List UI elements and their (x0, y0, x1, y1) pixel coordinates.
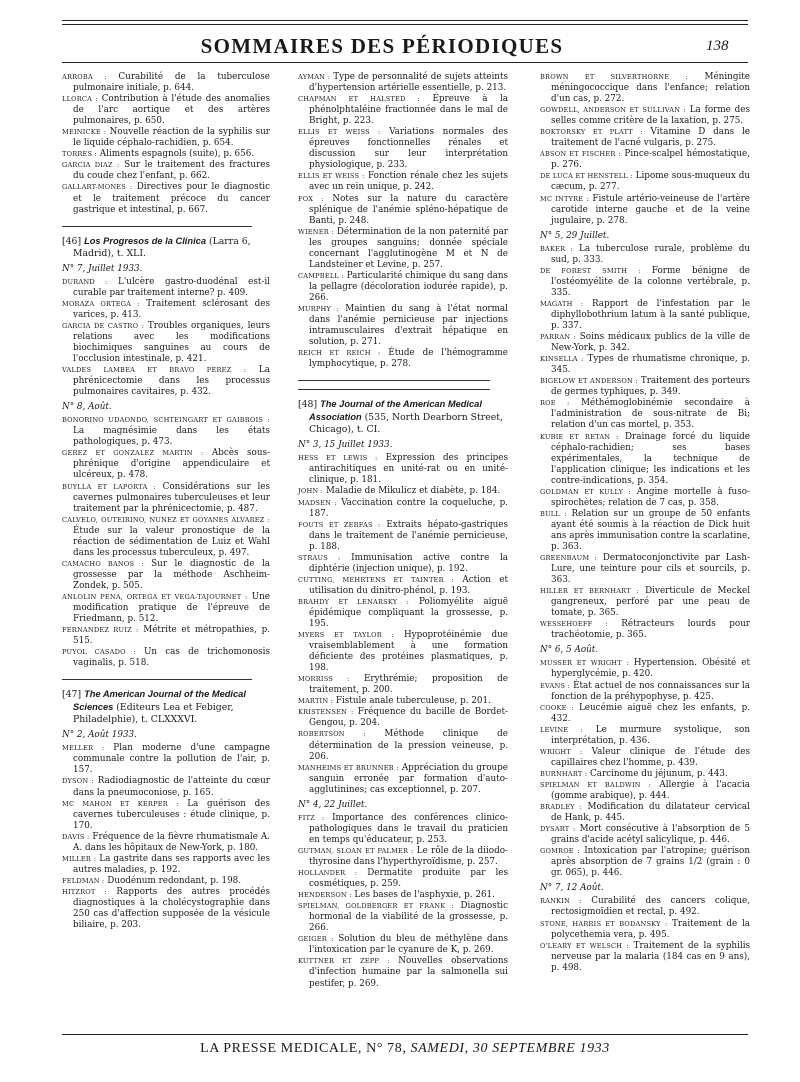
article-entry (298, 934, 508, 956)
article-title: Considérations sur les cavernes pulmonaires tuberculeuses et leur traitement par la phrénicectomie, p. 487. (73, 481, 270, 514)
article-entry (540, 194, 750, 227)
article-title: La phrénicectomie dans les processus pulmonaires cavitaires, p. 432. (73, 365, 270, 398)
journal-heading (298, 398, 508, 436)
article-authors: ARROBA : (62, 73, 107, 81)
article-title: Intoxication par l'atropine; guérison après absorption de 7 grains 1/2 (grain : 0 gr. 065), p. 446. (551, 846, 750, 879)
article-title: Leucémie aiguë chez les enfants, p. 432. (551, 702, 750, 724)
article-authors: O'LEARY ET WELSCH : (540, 941, 629, 950)
article-entry (62, 182, 270, 215)
article-entry (540, 244, 750, 266)
article-authors: STONE, HARRIS ET BODANSKY : (540, 919, 668, 928)
article-authors: LLORCA : (62, 95, 98, 104)
article-entry (540, 846, 750, 879)
article-authors: WRIGHT : (540, 747, 583, 756)
article-authors: AYMAN : (298, 73, 331, 81)
article-title: Le rôle de la diiodo-thyrosine dans l'hyperthyroïdisme, p. 257. (309, 845, 508, 867)
article-entry (298, 707, 508, 729)
footer-journal: LA PRESSE MEDICALE, N° 78, (200, 1041, 407, 1056)
article-title: Drainage forcé du liquide céphalo-rachidien; ses bases expérimentales, la technique de l'application clinique; les indications et les contre-indications, p. 354. (551, 431, 751, 486)
article-authors: VALDES LAMBEA ET BRAVO PÉREZ : (62, 366, 247, 375)
article-authors: MORAZA ORTEGA : (62, 299, 140, 308)
article-entry (298, 696, 508, 707)
article-authors: GALLART-MONES : (62, 183, 133, 192)
article-title: Diverticule de Meckel gangreneux, perforé par une peau de tomate, p. 365. (551, 586, 751, 619)
article-authors: MUSSER ET WRIGHT : (540, 659, 629, 668)
article-entry (298, 901, 508, 934)
article-authors: LEVINE : (540, 725, 584, 734)
section-divider (298, 380, 490, 381)
article-entry (62, 127, 270, 149)
article-title: Fréquence de la fièvre rhumatismale A. A. dans les hôpitaux de New-York, p. 180. (73, 831, 270, 853)
article-entry (298, 630, 508, 674)
issue-heading: N° 2, Août 1933. (62, 730, 137, 741)
article-authors: BUYLLA ET LAPORTA : (62, 482, 156, 491)
article-title: Type de personnalité de sujets atteints d'hypertension artérielle essentielle, p. 213. (309, 72, 509, 94)
top-rule-2 (62, 24, 748, 25)
article-authors: SPIELMAN, GOLDBERGER ET FRANK : (298, 902, 454, 911)
article-authors: FITZ : (298, 813, 325, 822)
article-authors: REICH ET REICH : (298, 349, 381, 358)
journal-number: [48] (298, 399, 318, 411)
article-title: La guérison des cavernes tuberculeuses : étude clinique, p. 170. (73, 798, 270, 831)
article-title: Importance des conférences clinico-pathologiques dans le travail du praticien en temps qu'éducateur, p. 253. (309, 812, 508, 845)
article-authors: CAMPBELL : (298, 271, 344, 280)
article-entry (540, 354, 750, 376)
article-entry (298, 127, 508, 171)
article-entry (298, 94, 508, 127)
article-title: Traitement de la syphilis nerveuse par la malaria (184 cas en 9 ans), p. 498. (551, 940, 751, 973)
article-title: Dermatite produite par les cosmétiques, p. 259. (309, 868, 508, 890)
article-entry (540, 824, 750, 846)
article-authors: BIGELOW ET ANDERSON : (540, 377, 638, 386)
article-authors: DAVIS : (62, 832, 90, 841)
article-entry (298, 271, 508, 304)
article-title: Rapport de l'infestation par le diphyllobothrium latum à la santé publique, p. 337. (551, 298, 751, 332)
article-authors: GARCIA DE CASTRO : (62, 321, 145, 330)
article-entry (298, 304, 508, 348)
article-title: Appréciation du groupe sanguin erronée par formation d'auto-agglutinines; cas exceptionnel, p. 207. (309, 762, 508, 795)
article-title: Radiodiagnostic de l'atteinte du cœur dans la pneumoconiose, p. 165. (73, 776, 271, 798)
article-entry (540, 171, 750, 193)
article-entry (540, 586, 750, 619)
article-title: Une modification pratique de l'épreuve de Friedmann, p. 512. (73, 591, 270, 625)
article-authors: MANHEIMS ET BRUNNER : (298, 763, 399, 772)
article-entry (540, 332, 750, 354)
page-title: SOMMAIRES DES PÉRIODIQUES (200, 34, 564, 58)
article-authors: DYSART : (540, 825, 576, 834)
article-authors: PARRAN : (540, 333, 576, 342)
article-authors: HITZROT : (62, 887, 107, 896)
article-title: Notes sur la nature du caractère splénique de l'anémie spléno-hépatique de Banti, p. 248. (309, 193, 508, 226)
article-entry (540, 105, 750, 127)
journal-number: [47] (62, 689, 82, 701)
journal-heading (62, 235, 270, 260)
article-title: Types de rhumatisme chronique, p. 345. (551, 354, 751, 376)
article-authors: MORRISS : (298, 675, 350, 684)
article-title: Étude sur la valeur pronostique de la réaction de sédimentation de Luiz et Wahl dans les processus tuberculeux, p. 497. (73, 525, 270, 558)
journal-heading (62, 688, 270, 726)
article-authors: WESSEHOEFF : (540, 620, 608, 629)
article-title: Maintien du sang à l'état normal dans l'anémie pernicieuse par injections intramusculaires d'extrait hépatique en solution, p. 271. (309, 303, 508, 348)
article-authors: KINSELLA : (540, 355, 584, 364)
page-footer (62, 1041, 748, 1057)
article-entry (62, 876, 270, 887)
article-title: La magnésimie dans les états pathologiques, p. 473. (73, 426, 270, 448)
article-authors: TORRES : (62, 150, 97, 159)
article-title: Vitamine D dans le traitement de l'acné vulgaris, p. 275. (551, 127, 751, 149)
article-title: Hypoprotéinémie due vraisemblablement à une formation déficiente des protéines plasmatiques, p. 198. (309, 630, 508, 674)
article-entry (62, 277, 270, 299)
article-title: Carcinome du jéjunum, p. 443. (590, 768, 728, 779)
article-entry (298, 453, 508, 486)
article-authors: FOX : (298, 194, 324, 203)
article-title: Traitement de la polycethemia vera, p. 495. (551, 918, 751, 940)
article-title: La tuberculose rurale, problème du sud, p. 333. (551, 243, 750, 265)
article-entry (62, 149, 270, 160)
article-title: Méthémoglobinémie secondaire à l'administration de sous-nitrate de Bi; relation d'un cas mortel, p. 353. (551, 398, 750, 431)
article-title: Méthode clinique de détermination de la pression veineuse, p. 206. (309, 729, 508, 762)
article-authors: ROBERTSON : (298, 730, 366, 739)
article-entry (298, 846, 508, 868)
article-entry (62, 625, 270, 647)
article-title: Expression des principes antirachitiques en unité-rat ou en unité-clinique, p. 181. (309, 453, 508, 486)
article-authors: DE FOREST SMITH : (540, 266, 641, 275)
article-authors: HILLER ET BERNHART : (540, 587, 639, 596)
article-title: Erythrémie; proposition de traitement, p. 200. (309, 674, 508, 696)
article-entry (540, 769, 750, 780)
article-entry (540, 919, 750, 941)
article-entry (62, 854, 270, 876)
article-title: Un cas de trichomonosis vaginalis, p. 518. (73, 647, 270, 669)
article-authors: GEREZ ET GONZALEZ MARTIN : (62, 449, 204, 458)
article-authors: BRADLEY : (540, 803, 583, 812)
article-entry (298, 227, 508, 271)
article-authors: DURAND : (62, 277, 108, 286)
article-title: Fistule anale tuberculeuse, p. 201. (335, 696, 491, 707)
article-title: Extraits hépato-gastriques dans le traitement de l'anémie pernicieuse, p. 188. (309, 519, 509, 552)
article-entry (298, 868, 508, 890)
article-title: Relation sur un groupe de 50 enfants ayant été soumis à la réaction de Dick huit ans après immunisation contre la scarlatine, p. 363. (551, 508, 750, 552)
article-authors: MEINICKE : (62, 128, 107, 137)
article-entry (540, 703, 750, 725)
article-entry (540, 487, 750, 509)
article-authors: KUTTNER ET ZEPP : (298, 957, 390, 966)
article-authors: GOMROE : (540, 847, 580, 856)
issue-heading: N° 6, 5 Août. (540, 645, 599, 656)
article-authors: BONORINO UDAONDO, SCHTEINGART ET GAIBROIS : (62, 416, 270, 425)
top-rule (62, 20, 748, 21)
article-title: Forme bénigne de l'ostéomyélite de la colonne vertébrale, p. 335. (551, 265, 750, 298)
article-authors: DYSON : (62, 777, 94, 786)
article-authors: CAMACHO BANOS : (62, 559, 144, 568)
issue-heading: N° 5, 29 Juillet. (540, 230, 610, 241)
article-title: Pince-scalpel hémostatique, p. 276. (551, 149, 751, 171)
article-title: Immunisation active contre la diphtérie (injection unique), p. 192. (309, 552, 508, 574)
article-title: Sur le diagnostic de la grossesse par la méthode Aschheim-Zondek, p. 505. (73, 558, 271, 591)
article-authors: PUYOL CASADO : (62, 648, 136, 657)
article-entry (540, 658, 750, 680)
article-entry (540, 553, 750, 586)
article-authors: MC INTYRE : (540, 194, 589, 203)
article-authors: BROWN ET SILVERTHORNE : (540, 73, 688, 81)
journal-title: Los Progresos de la Clinica (84, 235, 206, 246)
article-entry (62, 647, 270, 669)
article-title: Traitement sclérosant des varices, p. 413. (73, 298, 270, 320)
article-entry (298, 498, 508, 520)
article-authors: MYERS ET TAYLOR : (298, 631, 394, 640)
journal-title: The American Journal of the Medical Sciences (73, 689, 246, 713)
journal-number: [46] (62, 235, 82, 247)
article-entry (62, 299, 270, 321)
article-title: Action et utilisation du dinitro-phénol, p. 193. (309, 574, 509, 596)
article-entry (62, 515, 270, 559)
article-title: Hypertension. Obésité et hyperglycémie, p. 420. (551, 658, 750, 680)
article-entry (62, 832, 270, 854)
article-authors: HESS ET LEWIS : (298, 454, 378, 463)
article-authors: ROE : (540, 399, 570, 408)
article-title: Solution du bleu de méthylène dans l'intoxication par le cyanure de K, p. 269. (309, 934, 508, 956)
article-entry (298, 194, 508, 227)
article-title: Angine mortelle à fuso-spirochètes; relation de 7 cas, p. 358. (551, 486, 750, 508)
article-title: Allergie à l'acacia (gomme arabique), p. 444. (551, 779, 751, 801)
article-entry (298, 763, 508, 796)
article-entry (540, 398, 750, 431)
article-entry (540, 149, 750, 171)
article-entry (298, 348, 508, 370)
article-title: Épreuve à la phénolphtaléine fractionnée dans le mal de Bright, p. 223. (309, 94, 509, 127)
article-entry (62, 448, 270, 481)
column-1 (62, 72, 270, 931)
article-authors: DE LUCA ET HENSTELL : (540, 172, 633, 181)
article-authors: MARTIN : (298, 697, 334, 706)
article-entry (62, 321, 270, 365)
article-title: La gastrite dans ses rapports avec les autres maladies, p. 192. (73, 853, 271, 875)
article-entry (540, 896, 750, 918)
article-authors: GEIGER : (298, 935, 334, 944)
article-authors: GOWDELL, ANDERSON ET SULLIVAN : (540, 106, 686, 115)
article-authors: BURNHART : (540, 769, 588, 778)
article-entry (62, 776, 270, 798)
article-entry (298, 575, 508, 597)
footer-day: SAMEDI, (410, 1041, 469, 1056)
article-entry (298, 890, 508, 901)
article-entry (62, 160, 270, 182)
article-entry (62, 365, 270, 398)
article-authors: BOKTORSKY ET PLATT : (540, 128, 643, 137)
article-authors: EVANS : (540, 681, 571, 690)
article-authors: MILLER : (62, 854, 97, 863)
article-entry (540, 127, 750, 149)
article-title: Mort consécutive à l'absorption de 5 grains d'acide acétyl salicylique, p. 446. (551, 824, 750, 846)
article-title: Curabilité de la tuberculose pulmonaire initiale, p. 644. (73, 72, 271, 94)
article-authors: ANLOLIN PENA, ORTEGA ET VEGA-TAJOURNET : (62, 592, 248, 601)
journal-publisher: (535, North Dearborn Street, Chicago), t. CI. (309, 412, 503, 436)
article-authors: BRAHDY ET LENARSKY : (298, 597, 410, 606)
article-entry (62, 94, 270, 127)
footer-rule (62, 1034, 748, 1035)
article-entry (540, 432, 750, 487)
article-authors: JOHN : (298, 487, 324, 496)
issue-heading: N° 4, 22 Juillet. (298, 799, 368, 810)
article-entry (540, 619, 750, 641)
article-entry (540, 376, 750, 398)
article-title: Valeur clinique de l'étude des capillaires chez l'homme, p. 439. (551, 746, 750, 768)
article-authors: MELLER : (62, 744, 105, 753)
article-entry (540, 941, 750, 974)
article-entry (62, 592, 270, 625)
article-entry (298, 171, 508, 193)
article-authors: CUTTING, MEHRTENS ET TAINTER : (298, 575, 454, 584)
article-authors: BULL : (540, 509, 567, 518)
article-title: Modification du dilatateur cervical de Hank, p. 445. (551, 802, 750, 824)
article-authors: CHAPMAN ET HALSTED : (298, 95, 420, 104)
article-authors: FERNANDEZ RUIZ : (62, 626, 139, 635)
article-entry (540, 747, 750, 769)
footer-date: 30 SEPTEMBRE 1933 (472, 1041, 610, 1056)
article-entry (62, 72, 270, 94)
article-title: Soins médicaux publics de la ville de New-York, p. 342. (551, 332, 750, 354)
article-authors: HOLLANDER : (298, 869, 358, 878)
article-title: L'ulcère gastro-duodénal est-il curable par traitement interne? p. 409. (73, 276, 270, 298)
article-title: Fistule artério-veineuse de l'artère carotide interne gauche et de la veine jugulaire, p. 278. (551, 193, 750, 226)
article-title: Nouvelle réaction de la syphilis sur le liquide céphalo-rachidien, p. 654. (73, 127, 270, 149)
article-entry (298, 553, 508, 575)
column-2 (298, 72, 508, 990)
article-entry (298, 520, 508, 553)
article-authors: STRAUS : (298, 553, 341, 562)
article-entry (540, 72, 750, 105)
article-title: Plan moderne d'une campagne communale contre la pollution de l'air, p. 157. (73, 743, 271, 776)
article-title: Les bases de l'asphyxie, p. 261. (354, 890, 495, 901)
article-entry (540, 681, 750, 703)
issue-heading: N° 7, 12 Août. (540, 883, 604, 894)
article-title: Lipome sous-muqueux du cæcum, p. 277. (551, 171, 750, 193)
article-title: Méningite méningococcique dans l'enfance; relation d'un cas, p. 272. (551, 72, 751, 105)
article-entry (540, 266, 750, 299)
article-authors: ELLIS ET WEISS : (298, 128, 381, 137)
article-entry (62, 887, 270, 931)
page-number: 138 (706, 38, 729, 54)
article-title: Vaccination contre la coqueluche, p. 187. (309, 497, 509, 519)
article-entry (540, 802, 750, 824)
column-3 (540, 72, 750, 974)
article-title: Le murmure systolique, son interprétation, p. 436. (551, 724, 750, 746)
article-entry (298, 597, 508, 630)
article-authors: HENDERSON : (298, 891, 352, 900)
article-title: Abcès sous-phrénique d'origine appendiculaire et ulcéreux, p. 478. (73, 448, 271, 481)
article-entry (540, 780, 750, 802)
journal-publisher: (Editeurs Lea et Febiger, Philadelphie), t. CLXXXVI. (73, 702, 234, 726)
section-divider (62, 679, 252, 680)
article-title: Maladie de Mikulicz et diabète, p. 184. (325, 486, 501, 497)
journal-publisher: (Larra 6, Madrid), t. XLI. (73, 235, 251, 259)
article-authors: MAGATH : (540, 299, 584, 308)
article-entry (62, 482, 270, 515)
article-authors: KUBIE ET RETAN : (540, 432, 619, 441)
article-title: Variations normales des épreuves fonctionnelles rénales et discussion sur leur interprétation physiologique, p. 233. (309, 127, 509, 171)
issue-heading: N° 3, 15 Juillet 1933. (298, 440, 393, 451)
article-authors: ABSON ET FISCHER : (540, 150, 621, 159)
article-authors: RANKIN : (540, 897, 582, 906)
article-authors: BAKER : (540, 244, 574, 253)
journal-title: The Journal of the American Medical Association (309, 399, 482, 423)
article-authors: MURPHY : (298, 304, 340, 313)
article-title: Sur le traitement des fractures du coude chez l'enfant, p. 662. (73, 160, 271, 182)
article-entry (540, 509, 750, 553)
article-entry (298, 956, 508, 989)
article-entry (540, 725, 750, 747)
article-title: Aliments espagnols (suite), p. 656. (99, 149, 255, 160)
article-authors: GREENBAUM : (540, 554, 598, 563)
article-title: Nouvelles observations d'infection humaine par la salmonella sui pestifer, p. 269. (309, 956, 508, 989)
article-authors: GARCIA DIAZ : (62, 161, 120, 170)
article-title: Curabilité des cancers colique, rectosigmoïdien et rectal, p. 492. (551, 896, 750, 918)
article-title: État actuel de nos connaissances sur la fonction de la préhypophyse, p. 425. (551, 680, 750, 702)
article-entry (62, 799, 270, 832)
article-title: Directives pour le diagnostic et le traitement précoce du cancer gastrique et intestinal, p. 667. (73, 182, 271, 215)
article-title: Rétracteurs lourds pour trachéotomie, p. 365. (551, 619, 751, 641)
article-title: Troubles organiques, leurs relations avec les modifications biochimiques sanguines au cours de l'occlusion intestinale, p. 421. (73, 320, 270, 364)
article-title: Étude de l'hémogramme lymphocytique, p. 278. (309, 348, 509, 370)
article-entry (298, 729, 508, 762)
article-title: Contribution à l'étude des anomalies de l'arc aortique et des artères pulmonaires, p. 650. (73, 94, 270, 127)
section-divider (298, 389, 490, 390)
article-authors: MADSEN : (298, 498, 338, 507)
article-entry (298, 674, 508, 696)
article-authors: SPIELMAN ET BALDWIN : (540, 780, 652, 789)
article-entry (62, 559, 270, 592)
article-entry (540, 299, 750, 332)
article-authors: ELLIS ET WEISS : (298, 172, 365, 181)
article-title: Détermination de la non paternité par les groupes sanguins; donnée spéciale concernant l'agglutinogène M et N de Landsteiner et Levine, p. 257. (309, 226, 508, 270)
article-title: Particularité chimique du sang dans la pellagre (décoloration iodurée rapide), p. 266. (309, 270, 509, 303)
article-title: Poliomyélite aiguë épidémique compliquant la grossesse, p. 195. (309, 596, 508, 630)
article-authors: COOKE : (540, 703, 574, 712)
article-authors: FOUTS ET ZERFAS : (298, 520, 381, 529)
article-entry (62, 743, 270, 776)
article-title: Diagnostic hormonal de la viabilité de la grossesse, p. 266. (309, 901, 508, 934)
article-entry (298, 486, 508, 497)
article-authors: FELDMAN : (62, 876, 105, 885)
section-divider (62, 226, 252, 227)
article-authors: GUTMAN, SLOAN ET PALMER : (298, 846, 414, 855)
article-title: Duodénum redondant, p. 198. (107, 875, 242, 886)
article-entry (298, 813, 508, 846)
article-title: Métrite et métropathies, p. 515. (73, 625, 270, 647)
article-entry (62, 415, 270, 448)
article-title: Fréquence du bacille de Bordet-Gengou, p. 204. (309, 707, 509, 729)
article-title: Dermatoconjonctivite par Lash-Lure, une teinture pour cils et sourcils, p. 363. (551, 553, 751, 586)
article-authors: MC MAHON ET KERPER : (62, 799, 179, 808)
article-title: La forme des selles comme critère de la laxation, p. 275. (551, 105, 750, 127)
article-authors: GOLDMAN ET KULLY : (540, 487, 631, 496)
article-authors: KRISTENSEN : (298, 708, 354, 717)
article-authors: CALVELO, OUTEIRINO, NUNEZ ET GOYANES ALVAREZ : (62, 515, 270, 524)
article-entry (298, 72, 508, 94)
issue-heading: N° 7, Juillet 1933. (62, 263, 143, 274)
issue-heading: N° 8, Août. (62, 402, 112, 413)
header-rule (62, 62, 748, 63)
article-title: Traitement des porteurs de germes typhiques, p. 349. (551, 376, 751, 398)
article-title: Fonction rénale chez les sujets avec un rein unique, p. 242. (309, 171, 509, 193)
article-title: Rapports des autres procédés diagnostiques à la cholécystographie dans 250 cas d'affection supposée de la vésicule biliaire, p. 203. (73, 886, 270, 931)
article-authors: WIENER : (298, 227, 334, 236)
